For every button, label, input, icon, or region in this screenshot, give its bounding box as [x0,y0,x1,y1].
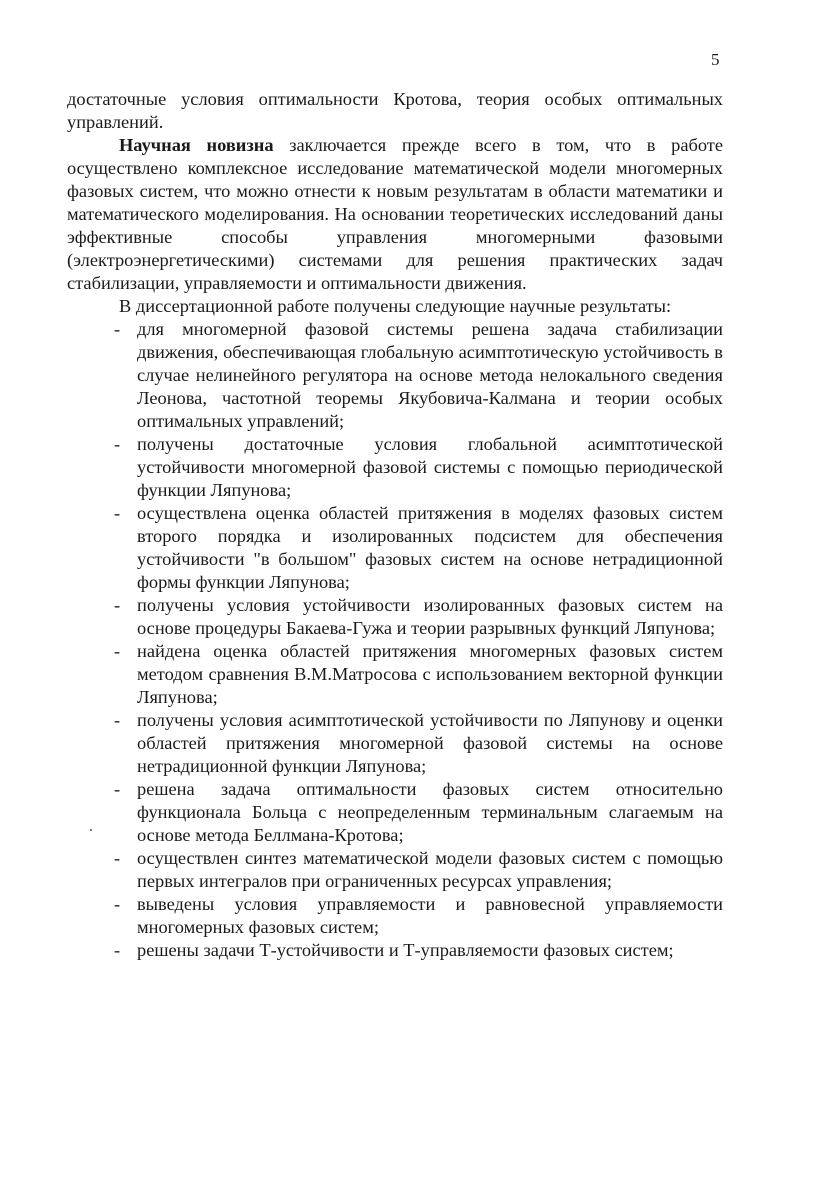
list-item-text: найдена оценка областей притяжения многомерных фазовых систем методом сравнения В.М.Матросова с использованием векторной функции Ляпунова; [137,641,723,707]
bullet-dash: - [114,848,121,868]
list-item-text: решена задача оптимальности фазовых систем относительно функционала Больца с неопределенным терминальным слагаемым на основе метода Беллмана-Кротова; [137,779,723,845]
bullet-dash: - [114,503,121,523]
novelty-lead: Научная новизна [119,135,274,155]
bullet-dash: - [114,894,121,914]
bullet-dash: - [114,641,121,661]
list-item [67,709,723,778]
bullet-dash: - [114,710,121,730]
novelty-paragraph [67,134,723,295]
list-item [67,433,723,502]
list-item [67,893,723,939]
bullet-dash: - [114,779,121,799]
list-item [67,640,723,709]
page-number: 5 [711,50,720,69]
list-item [67,502,723,594]
list-item-text: получены достаточные условия глобальной асимптотической устойчивости многомерной фазовой системы с помощью периодической функции Ляпунова; [137,434,723,500]
bullet-dash: - [114,595,121,615]
bullet-dash: - [114,319,121,339]
list-item-text: получены условия устойчивости изолированных фазовых систем на основе процедуры Бакаева-Гужа и теории разрывных функций Ляпунова; [137,595,723,638]
list-item-text: осуществлена оценка областей притяжения в моделях фазовых систем второго порядка и изолированных подсистем для обеспечения устойчивости "в большом" фазовых систем на основе нетрадиционной формы функции Ляпунова; [137,503,723,592]
body-text [67,88,723,962]
results-intro: В диссертационной работе получены следующие научные результаты: [119,296,672,316]
list-item [67,939,723,962]
list-item [67,847,723,893]
continuation-paragraph: достаточные условия оптимальности Кротова, теория особых оптимальных управлений. [67,89,723,132]
list-item [67,318,723,433]
list-item-text: осуществлен синтез математической модели фазовых систем с помощью первых интегралов при ограниченных ресурсах управления; [137,848,723,891]
list-item-text: для многомерной фазовой системы решена задача стабилизации движения, обеспечивающая глобальную асимптотическую устойчивость в случае нелинейного регулятора на основе метода нелокального сведения Леонова, частотной теоремы Якубовича-Калмана и теории особых оптимальных управлений; [137,319,723,431]
results-list [67,318,723,962]
list-item-text: решены задачи Т-устойчивости и Т-управляемости фазовых систем; [137,940,674,960]
list-item-text: выведены условия управляемости и равновесной управляемости многомерных фазовых систем; [137,894,723,937]
bullet-dash: - [114,940,121,960]
bullet-dash: - [114,434,121,454]
novelty-text: заключается прежде всего в том, что в работе осуществлено комплексное исследование математической модели многомерных фазовых систем, что можно отнести к новым результатам в области математики и математического моделирования. На основании теоретических исследований даны эффективные способы управления многомерными фазовыми (электроэнергетическими) системами для решения практических задач стабилизации, управляемости и оптимальности движения. [67,135,724,293]
scan-speck [90,829,92,831]
list-item [67,778,723,847]
list-item [67,594,723,640]
list-item-text: получены условия асимптотической устойчивости по Ляпунову и оценки областей притяжения многомерной фазовой системы на основе нетрадиционной функции Ляпунова; [137,710,723,776]
